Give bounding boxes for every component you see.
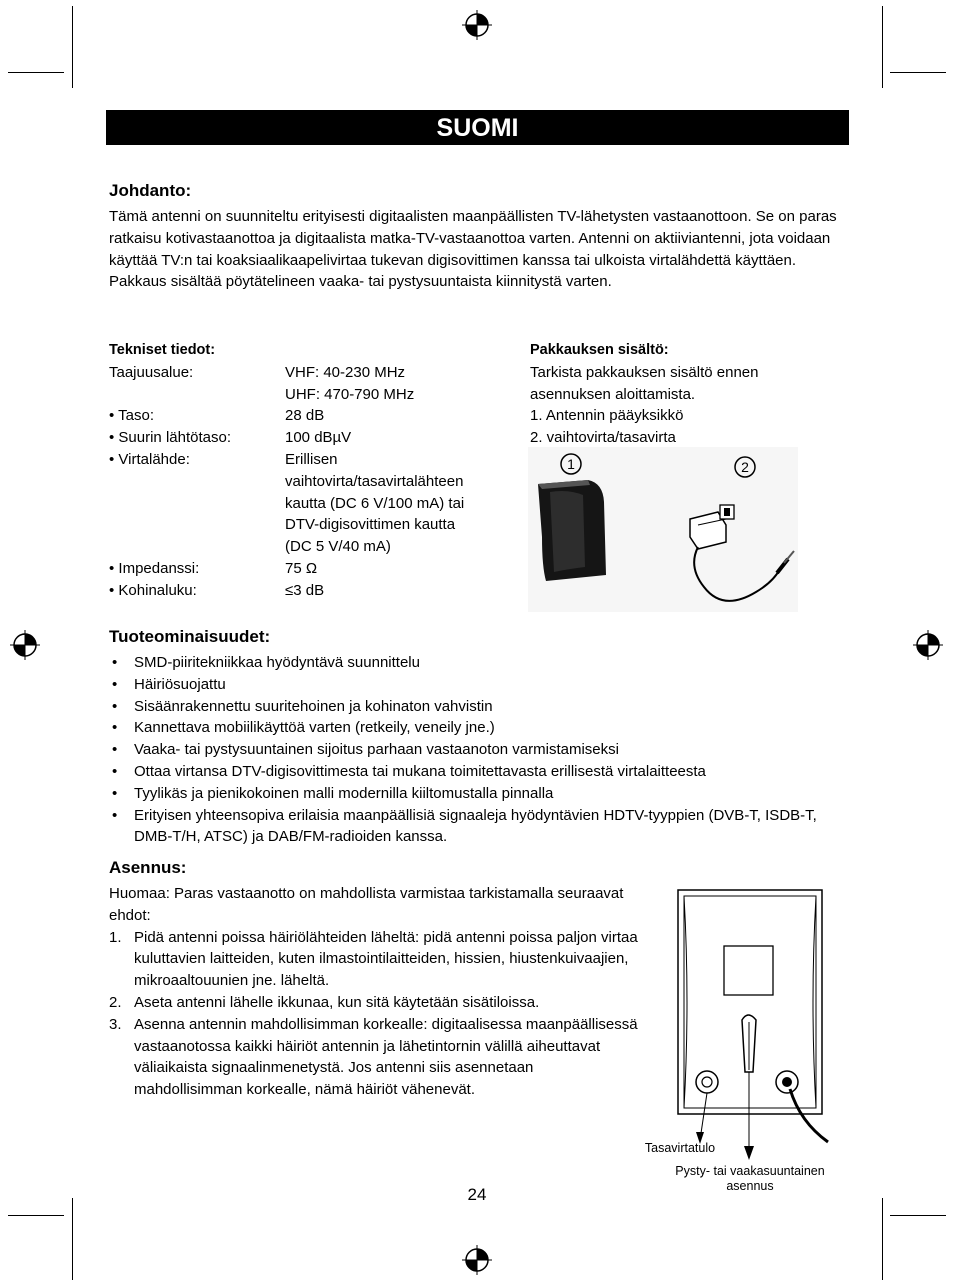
- specs-heading: Tekniset tiedot:: [109, 342, 216, 358]
- crop-mark: [8, 1215, 64, 1216]
- spec-label: • Suurin lähtötaso:: [109, 429, 231, 447]
- list-item: • Häiriösuojattu: [109, 674, 829, 696]
- list-item: • SMD-piiritekniikkaa hyödyntävä suunnittelu: [109, 652, 829, 674]
- step-text: Asenna antennin mahdollisimman korkealle: digitaalisessa maanpäällisessä vastaanotossa kaikki häiriöt antennin ja lähetintornin välillä aiheuttavat väliaikaista signaalinmenetystä. Jos antenni siis asennetaan mahdollisimman korkealle, nämä häiriöt vähenevät.: [134, 1015, 638, 1099]
- step-number: 1.: [109, 928, 122, 946]
- dc-input-caption: Tasavirtatulo: [644, 1141, 716, 1155]
- spec-label: • Kohinaluku:: [109, 581, 197, 599]
- spec-value: 100 dBµV: [285, 429, 352, 447]
- crop-mark: [8, 72, 64, 73]
- list-item: • Sisäänrakennettu suuritehoinen ja kohinaton vahvistin: [109, 696, 829, 718]
- spec-row: [109, 362, 509, 384]
- spec-value: ≤3 dB: [285, 581, 325, 599]
- registration-mark-icon: [462, 1245, 492, 1275]
- install-section: [109, 883, 644, 1101]
- list-item: • Vaaka- tai pystysuuntainen sijoitus parhaan vastaanoton varmistamiseksi: [109, 739, 829, 761]
- package-heading: Pakkauksen sisältö:: [530, 342, 669, 358]
- spec-row: [109, 405, 509, 427]
- page-number: 24: [467, 1185, 487, 1204]
- tech-specs: [109, 340, 509, 602]
- spec-value: Erillisen vaihtovirta/tasavirtalähteen kautta (DC 6 V/100 mA) tai DTV-digisovittimen kautta (DC 5 V/40 mA): [285, 450, 465, 556]
- crop-mark: [882, 1198, 883, 1280]
- features-heading: Tuoteominaisuudet:: [109, 627, 271, 646]
- list-item: • Ottaa virtansa DTV-digisovittimesta tai mukana toimitettavasta erillisestä virtalaitteesta: [109, 761, 829, 783]
- language-banner: SUOMI: [106, 110, 849, 145]
- list-item: • Tyylikäs ja pienikokoinen malli modernilla kiiltomustalla pinnalla: [109, 783, 829, 805]
- intro-heading: Johdanto:: [109, 181, 192, 200]
- registration-mark-icon: [10, 630, 40, 660]
- package-item: 2. vaihtovirta/tasavirta: [530, 429, 676, 447]
- dc-input-icon: [696, 1071, 718, 1093]
- antenna-back-diagram: [660, 882, 840, 1162]
- crop-mark: [72, 6, 73, 88]
- step-text: Pidä antenni poissa häiriölähteiden läheltä: pidä antenni poissa paljon virtaa kuluttavien laitteiden, kuten ilmastointilaitteiden, hissien, hiustenkuivaajien, mikroaaltouunien jne. läheltä.: [134, 928, 638, 990]
- spec-row: [109, 427, 509, 449]
- list-item: [109, 1014, 644, 1101]
- spec-value: UHF: 470-790 MHz: [285, 385, 415, 403]
- marker-label-2: 2: [741, 459, 749, 475]
- package-contents: [530, 340, 830, 449]
- crop-mark: [890, 1215, 946, 1216]
- install-note: Huomaa: Paras vastaanotto on mahdollista varmistaa tarkistamalla seuraavat ehdot:: [109, 885, 624, 924]
- spec-label: • Virtalähde:: [109, 450, 190, 468]
- spec-row: [109, 558, 509, 580]
- crop-mark: [882, 6, 883, 88]
- spec-row: [109, 580, 509, 602]
- step-number: 3.: [109, 1015, 122, 1033]
- spec-row: [109, 384, 509, 406]
- crop-mark: [890, 72, 946, 73]
- crop-mark: [72, 1198, 73, 1280]
- package-illustration: [528, 447, 798, 612]
- registration-mark-icon: [913, 630, 943, 660]
- marker-label-1: 1: [567, 456, 575, 472]
- spec-label: Taajuusalue:: [109, 363, 194, 381]
- list-item: [109, 992, 644, 1014]
- spec-value: 28 dB: [285, 407, 325, 425]
- package-intro: Tarkista pakkauksen sisältö ennen asennuksen aloittamista.: [530, 363, 759, 403]
- list-item: • Erityisen yhteensopiva erilaisia maanpäällisiä signaaleja hyödyntävien HDTV-tyyppien (DVB-T, ISDB-T, DMB-T/H, ATSC) ja DAB/FM-radioiden kanssa.: [109, 805, 829, 849]
- package-item: 1. Antennin pääyksikkö: [530, 407, 684, 425]
- spec-label: • Taso:: [109, 407, 154, 425]
- spec-label: • Impedanssi:: [109, 559, 200, 577]
- features-list: [109, 652, 829, 848]
- install-heading: Asennus:: [109, 858, 187, 877]
- registration-mark-icon: [462, 10, 492, 40]
- spec-value: 75 Ω: [285, 559, 318, 577]
- spec-row: [109, 449, 509, 558]
- step-text: Aseta antenni lähelle ikkunaa, kun sitä käytetään sisätiloissa.: [134, 993, 540, 1011]
- list-item: [109, 927, 644, 992]
- mount-caption: Pysty- tai vaakasuuntainen asennus: [675, 1164, 825, 1193]
- list-item: • Kannettava mobiilikäyttöä varten (retkeily, veneily jne.): [109, 717, 829, 739]
- spec-value: VHF: 40-230 MHz: [285, 363, 406, 381]
- install-steps: [109, 927, 644, 1101]
- spec-label: [109, 384, 285, 406]
- intro-paragraph: Tämä antenni on suunniteltu erityisesti digitaalisten maanpäällisten TV-lähetysten vastaanottoon. Se on paras ratkaisu kotivastaanottoa ja digitaalista matka-TV-vastaanottoa varten. Antenni on aktiiviantenni, jota voidaan käyttää TV:n tai koaksiaalikaapelivirtaa tukevan digisovittimen kanssa tai ulkoista virtalähdettä käyttäen. Pakkaus sisältää pöytätelineen vaaka- tai pystysuuntaista kiinnitystä varten.: [109, 208, 837, 291]
- step-number: 2.: [109, 993, 122, 1011]
